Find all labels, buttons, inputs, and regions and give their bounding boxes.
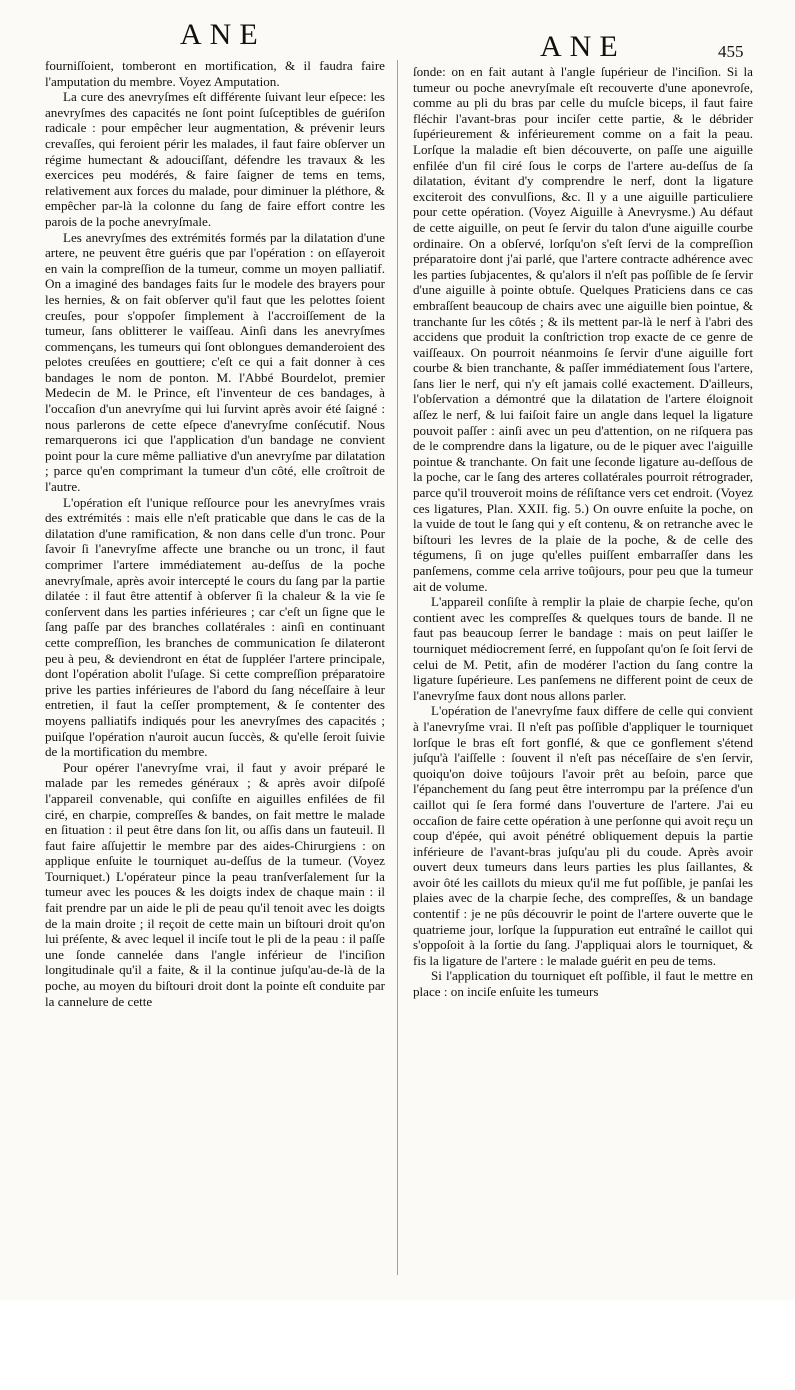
paragraph: L'appareil conſiſte à remplir la plaie de charpie ſeche, qu'on contient avec les compreſſes & quelques tours de bande. Il ne faut pas beaucoup ſerrer le bandage : mais on peut laiſſer le tourniquet médiocrement ſerré, en ſuppoſant qu'on ſe ſoit ſervi de celui de M. Petit, afin de modérer l'action du ſang contre la ligature ſupérieure. Les panſemens ne different point de ceux de l'anevryſme faux dont nous allons parler. (413, 594, 753, 703)
page-number: 455 (718, 42, 744, 61)
left-column (45, 58, 385, 1283)
bottom-margin (0, 1300, 795, 1390)
paragraph: ſonde: on en fait autant à l'angle ſupérieur de l'inciſion. Si la tumeur ou poche anevryſmale eſt recouverte d'une aponevroſe, comme au pli du bras par celle du muſcle biceps, il faut faire fléchir l'avant-bras pour inciſer cette partie, & le débrider ſupérieurement & inférieurement comme on a fait la peau. Lorſque la maladie eſt bien découverte, on paſſe une aiguille enfilée d'un fil ciré ſous le corps de l'artere au-deſſus de ſa dilatation, évitant d'y comprendre le nerf, dont la ligature exciteroit des convulſions, &c. Il y a une aiguille particuliere pour cette opération. (Voyez Aiguille à Anevrysme.) Au défaut de cette aiguille, on peut ſe ſervir du talon d'une aiguille courbe ordinaire. On a obſervé, lorſqu'on s'eſt ſervi de la compreſſion préparatoire dont j'ai parlé, que l'artere contracte adhérence avec les parties ſubjacentes, & qu'alors il n'eſt pas poſſible de ſe ſervir d'une aiguille à pointe obtuſe. Quelques Praticiens dans ce cas embraſſent beaucoup de chairs avec une aiguille bien pointue, & tranchante ſur les côtés ; & ils mettent par-là le nerf à l'abri des accidens que produit la conſtriction trop exacte de ce genre de vaiſſeaux. On pourroit néanmoins ſe ſervir d'une aiguille fort courbe & bien tranchante, & paſſer immédiatement ſous l'artere, ſans lier le nerf, qui n'y eſt jamais collé exactement. D'ailleurs, l'obſervation a démontré que la dilatation de l'artere éloignoit aſſez le nerf, & lui faiſoit faire un angle dans lequel la ligature pouvoit paſſer : ainſi avec un peu d'attention, on ne riſquera pas de le comprendre dans la ligature, ou de le piquer avec l'aiguille pointue & tranchante. On fait une ſeconde ligature au-deſſous de la poche, car le ſang des arteres collatérales pourroit rétrograder, parce qu'il trouveroit moins de réſiſtance vers cet endroit. (Voyez ces ligatures, Plan. XXII. fig. 5.) On ouvre enſuite la poche, on la vuide de tout le ſang qui y eſt contenu, & on retranche avec le biſtouri les levres de la plaie de la poche, & de celle des tégumens, ſi on juge qu'elles puiſſent embarraſſer dans les panſemens, comme cela arrive toûjours, pour peu que la tumeur ait de volume. (413, 64, 753, 594)
column-divider (397, 60, 398, 1275)
paragraph: La cure des anevryſmes eſt différente ſuivant leur eſpece: les anevryſmes des capacités ne ſont point ſuſceptibles de guériſon radicale : pour empêcher leur augmentation, & prévenir leurs crevaſſes, qui feroient périr les malades, il faut faire obſerver un régime humectant & adouciſſant, défendre les travaux & les exercices peu modérés, & faire ſaigner de tems en tems, relativement aux forces du malade, pour diminuer la pléthore, & empêcher par-là la colonne du ſang de faire effort contre les parois de la poche anevryſmale. (45, 89, 385, 229)
paragraph: Les anevryſmes des extrémités formés par la dilatation d'une artere, ne peuvent être guéris que par l'opération : on eſſayeroit en vain la compreſſion de la tumeur, comme un moyen palliatif. On a imaginé des bandages faits ſur le modele des brayers pour les hernies, & on fait obſerver qu'il faut que les pelottes ſoient creuſes, pour s'oppoſer ſimplement à l'accroiſſement de la tumeur, ſans oblitterer le vaiſſeau. Ainſi dans les anevryſmes commençans, les tumeurs qui ſont oblongues demanderoient des pelotes creuſées en gouttiere; c'eſt ce qui a fait donner à ces bandages le nom de ponton. M. l'Abbé Bourdelot, premier Medecin de M. le Prince, eſt l'inventeur de ces bandages, à l'occaſion d'un anevryſme qui lui ſurvint après avoir été ſaigné : nous parlerons de cette eſpece d'anevryſme conſécutif. Nous remarquerons ici que l'application d'un bandage ne convient point pour la cure même palliative d'un anevryſme par dilatation ; parce qu'en comprimant la tumeur d'un côté, elle croîtroit de l'autre. (45, 229, 385, 495)
paragraph: fourniſſoient, tomberont en mortification, & il faudra faire l'amputation du membre. Voyez Amputation. (45, 58, 385, 89)
paragraph: L'opération eſt l'unique reſſource pour les anevryſmes vrais des extrémités : mais elle n'eſt praticable que dans le cas de la dilatation d'une ramification, & non dans celle d'un tronc. Pour ſavoir ſi l'anevryſme affecte une branche ou un tronc, il faut comprimer l'artere immédiatement au-deſſus de la poche anevryſmale, après avoir intercepté le cours du ſang par la partie dilatée : il faut être attentif à obſerver ſi la chaleur & la vie ſe conſervent dans les parties inférieures ; car c'eſt un ſigne que le ſang paſſe par des branches collatérales : ainſi en continuant cette compreſſion, les branches de communication ſe dilateront peu à peu, & deviendront en état de ſuppléer l'artere principale, dont l'opération abolit l'uſage. Si cette compreſſion préparatoire prive les parties inférieures de l'abord du ſang néceſſaire à leur entretien, il faut la ceſſer promptement, & ſe contenter des moyens palliatifs indiqués pour les anevryſmes des capacités ; puiſque l'opération n'auroit aucun ſuccès, & qu'elle ſeroit ſuivie de la mortification du membre. (45, 494, 385, 760)
paragraph: Si l'application du tourniquet eſt poſſible, il faut le mettre en place : on inciſe enſuite les tumeurs (413, 968, 753, 1000)
right-column (413, 64, 753, 1289)
paragraph: L'opération de l'anevryſme faux differe de celle qui convient à l'anevryſme vrai. Il n'eſt pas poſſible d'appliquer le tourniquet lorſque le bras eſt fort gonflé, & que ce gonflement s'étend juſqu'à l'aiſſelle : ſouvent il n'eſt pas néceſſaire de s'en ſervir, quoiqu'on doive toûjours l'avoir prêt au beſoin, parce que l'épanchement du ſang peut être interrompu par la préſence d'un caillot qui ſe ſera formé dans l'ouverture de l'artere. J'ai eu occaſion de faire cette opération à une perſonne qui avoit reçu un coup d'épée, qui avoit pénétré obliquement depuis la partie inférieure de l'avant-bras juſqu'au pli du coude. Après avoir ouvert deux tumeurs dans leurs parties les plus ſaillantes, & avoir ôté les caillots du mieux qu'il me fut poſſible, je panſai les plaies avec de la charpie ſeche, des compreſſes, & un bandage contentif : je ne pûs découvrir le point de l'artere ouverte que le quatrieme jour, lorſque la ſuppuration eut entraîné le caillot qui s'oppoſoit à la ſortie du ſang. J'appliquai alors le tourniquet, & fis la ligature de l'artere : le malade guérit en peu de tems. (413, 703, 753, 968)
running-head-right: ANE (540, 30, 626, 63)
running-head-left: ANE (180, 18, 266, 51)
paragraph: Pour opérer l'anevryſme vrai, il faut y avoir préparé le malade par les remedes généraux ; & après avoir diſpoſé l'appareil convenable, qui conſiſte en aiguilles enfilées de fil ciré, en charpie, compreſſes & bandes, on fait mettre le malade en ſituation : il peut être dans ſon lit, ou aſſis dans un fauteuil. Il faut faire aſſujettir le membre par des aides-Chirurgiens : on applique enſuite le tourniquet au-deſſus de la tumeur. (Voyez Tourniquet.) L'opérateur pince la peau tranſverſalement ſur la tumeur avec les pouces & les doigts index de chaque main : il fait prendre par un aide le pli de peau qu'il tenoit avec les doigts de la main droite ; il reçoit de cette main un biſtouri droit qu'on lui préſente, & avec lequel il inciſe tout le pli de la peau : il paſſe une ſonde cannelée dans l'angle inférieur de l'inciſion longitudinale qu'il a faite, & il la continue juſqu'au-de-là de la poche, au moyen du biſtouri droit dont la pointe eſt conduite par la cannelure de cette (45, 759, 385, 1009)
